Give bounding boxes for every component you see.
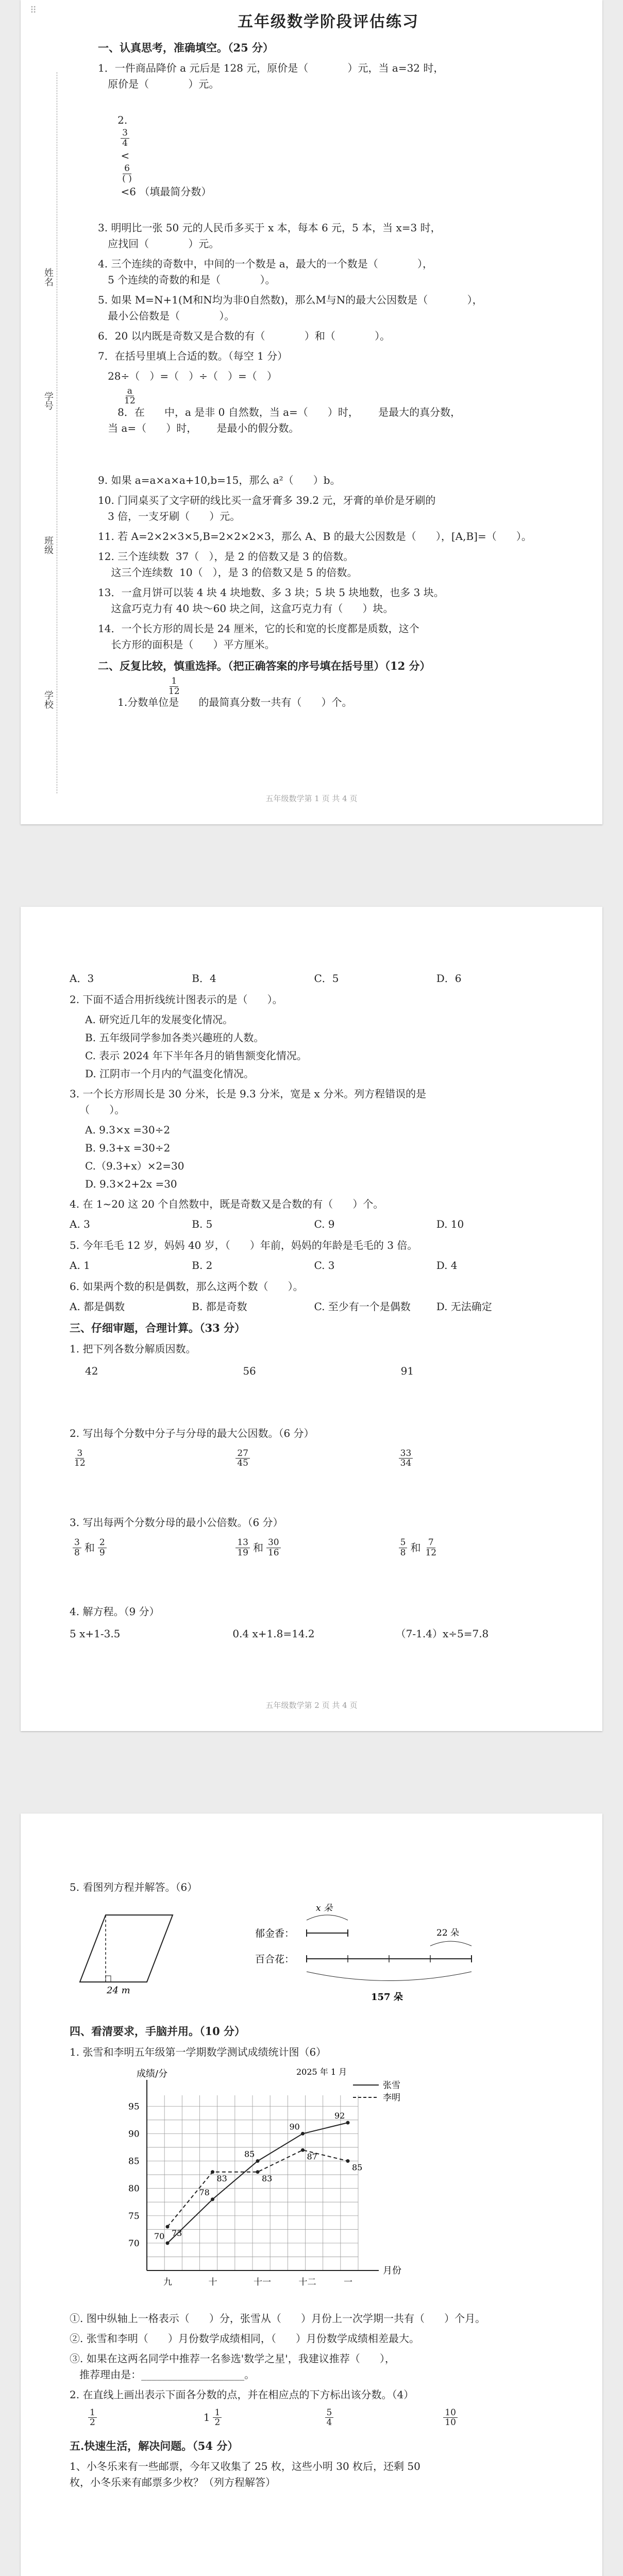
question-1-5: 5. 如果 M=N+1(M和N均为非0自然数)，那么M与N的最大公因数是（ ）， 最小公倍数是（ ）。 bbox=[98, 293, 483, 322]
and-word: 和 bbox=[252, 1541, 263, 1554]
numerator: 7 bbox=[427, 1538, 435, 1548]
numerator: 3 bbox=[73, 1538, 81, 1548]
numerator: 5 bbox=[325, 2408, 334, 2418]
question-4-1-3: ③. 如果在这两名同学中推荐一名参选'数学之星'，我建议推荐（ ）， 推荐理由是：____________________。 bbox=[70, 2352, 395, 2381]
question-2-6: 6. 如果两个数的积是偶数，那么这两个数（ ）。 bbox=[70, 1280, 304, 1293]
data-label: 85 bbox=[352, 2162, 363, 2173]
option: D. 无法确定 bbox=[436, 1300, 492, 1313]
fraction bbox=[325, 2408, 334, 2428]
base-label: 24 m bbox=[107, 1985, 130, 1996]
question-1-11: 11. 若 A=2×2×3×5,B=2×2×2×3，那么 A、B 的最大公因数是（ ），[A,B]=（ ）。 bbox=[98, 530, 532, 543]
y-axis-label: 成绩/分 bbox=[137, 2068, 168, 2079]
calc-4: 4. 解方程。（9 分） bbox=[70, 1605, 160, 1618]
data-label: 73 bbox=[172, 2228, 182, 2238]
right-angle-mark bbox=[106, 1976, 111, 1982]
data-point bbox=[256, 2159, 260, 2163]
option: B. 9.3+x =30÷2 bbox=[85, 1142, 171, 1154]
calc-1-numbers bbox=[85, 1363, 559, 1379]
fraction bbox=[235, 1538, 250, 1557]
question-4-2: 2. 在直线上画出表示下面各分数的点，并在相应点的下方标出该分数。（4） bbox=[70, 2388, 414, 2401]
page-2 bbox=[21, 907, 602, 1731]
page-3-content bbox=[70, 1875, 559, 2495]
option: C. 9 bbox=[314, 1218, 335, 1230]
denominator: 19 bbox=[237, 1547, 248, 1558]
question-1-12: 12. 三个连续数 37（ ），是 2 的倍数又是 3 的倍数。 这三个连续数 10（ ），是 3 的倍数又是 5 的倍数。 bbox=[98, 550, 358, 579]
question-2-5-options bbox=[70, 1258, 559, 1274]
question-1-14: 14．一个长方形的周长是 24 厘米，它的长和宽的长度都是质数，这个 长方形的面积是（ ）平方厘米。 bbox=[98, 622, 419, 651]
denominator: 9 bbox=[99, 1547, 105, 1558]
section-3-heading: 三、仔细审题，合理计算。（33 分） bbox=[70, 1321, 246, 1334]
question-1-2: 2. $\frac{3}{4}$ < $\frac{6}{( )}$ <6 （填最简分数） bbox=[117, 114, 212, 198]
fraction bbox=[424, 1538, 438, 1557]
x-tick-label: 一 bbox=[344, 2277, 352, 2287]
section-2-heading: 二、反复比较，慎重选择。（把正确答案的序号填在括号里）（12 分） bbox=[98, 659, 431, 672]
fraction: $\frac{1}{12}$ bbox=[169, 676, 180, 697]
question-2-6-options bbox=[70, 1299, 559, 1315]
option: A. 3 bbox=[70, 1218, 90, 1230]
y-tick-label: 80 bbox=[128, 2183, 140, 2194]
x-tick-label: 十一 bbox=[254, 2277, 271, 2287]
option: C.（9.3+x）×2=30 bbox=[85, 1160, 184, 1172]
equation-figures bbox=[70, 1900, 559, 2018]
parallelogram-shape bbox=[80, 1915, 173, 1982]
x-brace bbox=[307, 1915, 348, 1920]
question-2-4: 4. 在 1~20 这 20 个自然数中，既是奇数又是合数的有（ ）个。 bbox=[70, 1198, 384, 1210]
calc-2-fractions bbox=[70, 1449, 559, 1468]
tulip-label: 郁金香： bbox=[255, 1928, 295, 1939]
fraction bbox=[73, 1449, 87, 1468]
question-1-7-blanks: 28÷（ ）=（ ）÷（ ）=（ ） bbox=[98, 369, 277, 382]
option: C．5 bbox=[314, 972, 339, 985]
option: D. 江阴市一个月内的气温变化情况。 bbox=[85, 1067, 255, 1080]
x-tick-label: 十 bbox=[208, 2277, 217, 2287]
option: D. 9.3×2+2x =30 bbox=[85, 1178, 177, 1190]
x-tick-label: 九 bbox=[163, 2277, 172, 2287]
page-footer: 五年级数学第 2 页 共 4 页 bbox=[265, 1701, 358, 1710]
legend-label-zhangxue: 张雪 bbox=[383, 2080, 400, 2091]
denominator: 45 bbox=[237, 1458, 248, 1469]
equation: 5 x+1-3.5 bbox=[70, 1628, 121, 1640]
section-1-heading: 一、认真思考，准确填空。（25 分） bbox=[98, 41, 274, 54]
data-label: 83 bbox=[216, 2173, 227, 2183]
option: C. 3 bbox=[314, 1259, 335, 1272]
n22-brace bbox=[430, 1941, 472, 1946]
question-3-5: 5. 看图列方程并解答。（6） bbox=[70, 1881, 198, 1893]
denominator: 16 bbox=[267, 1547, 279, 1558]
denominator: 2 bbox=[90, 2417, 95, 2428]
question-2-4-options bbox=[70, 1216, 559, 1232]
denominator: 2 bbox=[214, 2417, 221, 2428]
total-brace bbox=[307, 1972, 472, 1981]
question-2-2-options bbox=[70, 1012, 559, 1082]
denominator: 8 bbox=[74, 1547, 80, 1558]
denominator: 12 bbox=[425, 1547, 437, 1558]
data-point bbox=[166, 2225, 170, 2228]
fraction: $\frac{6}{( )}$ bbox=[122, 163, 132, 184]
numerator: 13 bbox=[235, 1538, 250, 1548]
option: D. 10 bbox=[436, 1218, 464, 1230]
y-tick-label: 85 bbox=[128, 2156, 140, 2167]
and-word: 和 bbox=[84, 1541, 95, 1554]
question-1-4: 4. 三个连续的奇数中，中间的一个数是 a，最大的一个数是（ ）， 5 个连续的奇数的和是（ ）。 bbox=[98, 257, 433, 286]
option: C. 至少有一个是偶数 bbox=[314, 1300, 411, 1313]
data-label: 83 bbox=[262, 2173, 273, 2183]
data-point bbox=[301, 2148, 305, 2151]
n22-label: 22 朵 bbox=[436, 1928, 460, 1938]
data-point bbox=[346, 2121, 350, 2124]
option: A. 1 bbox=[70, 1259, 90, 1272]
data-label: 87 bbox=[307, 2151, 317, 2161]
fraction bbox=[266, 1538, 281, 1557]
denominator: 34 bbox=[400, 1458, 412, 1469]
total-label: 157 朵 bbox=[371, 1992, 403, 2003]
page-1-content bbox=[98, 10, 559, 747]
question-2-1-options bbox=[70, 971, 559, 987]
calc-3: 3. 写出每两个分数分母的最小公倍数。（6 分） bbox=[70, 1516, 283, 1529]
score-line-chart bbox=[90, 2064, 461, 2301]
equation: （7-1.4）x÷5=7.8 bbox=[395, 1628, 489, 1640]
page-2-content bbox=[70, 969, 559, 1648]
option: A. 9.3×x =30÷2 bbox=[85, 1124, 171, 1136]
option: D．6 bbox=[436, 972, 462, 985]
data-point bbox=[211, 2170, 214, 2174]
numerator: 1 bbox=[88, 2408, 97, 2418]
fraction bbox=[399, 1538, 408, 1557]
calc-4-equations bbox=[70, 1626, 559, 1642]
legend-label-liming: 李明 bbox=[383, 2092, 400, 2103]
fraction bbox=[213, 2408, 222, 2428]
numerator: 27 bbox=[235, 1449, 250, 1459]
question-2-3-options bbox=[70, 1122, 559, 1192]
option: A．3 bbox=[70, 972, 94, 985]
y-tick-label: 90 bbox=[128, 2128, 140, 2139]
fraction bbox=[235, 1449, 250, 1468]
question-1-9: 9. 如果 a=a×a×a+10,b=15，那么 a²（ ）b。 bbox=[98, 473, 341, 486]
lily-label: 百合花： bbox=[255, 1954, 295, 1965]
data-label: 70 bbox=[154, 2231, 165, 2241]
data-point bbox=[301, 2131, 305, 2135]
section-5-heading: 五.快速生活，解决问题。（54 分） bbox=[70, 2439, 239, 2452]
question-1-7: 7．在括号里填上合适的数。（每空 1 分） bbox=[98, 349, 288, 362]
question-4-1-1: ①. 图中纵轴上一格表示（ ）分，张雪从（ ）月份上一次学期一共有（ ）个月。 bbox=[70, 2312, 486, 2325]
word-problem-1: 1、小冬乐来有一些邮票，今年又收集了 25 枚，这些小明 30 枚后，还剩 50 枚，小冬乐来有邮票多少枚？（列方程解答） bbox=[70, 2460, 420, 2489]
whole-part: 1 bbox=[203, 2411, 210, 2424]
number-to-factor: 56 bbox=[243, 1364, 256, 1377]
data-point bbox=[166, 2241, 170, 2245]
fraction bbox=[98, 1538, 107, 1557]
numerator: 33 bbox=[399, 1449, 413, 1459]
question-1-3: 3. 明明比一张 50 元的人民币多买于 x 本，每本 6 元，5 本，当 x=3 时， 应找回（ ）元。 bbox=[98, 221, 441, 250]
page-3 bbox=[21, 1814, 602, 2576]
binding-school-label: 学校 bbox=[43, 690, 54, 709]
calc-3-fraction-pairs bbox=[70, 1538, 559, 1557]
data-label: 90 bbox=[289, 2121, 300, 2131]
question-2-5: 5. 今年毛毛 12 岁，妈妈 40 岁，（ ）年前，妈妈的年龄是毛毛的 3 倍。 bbox=[70, 1239, 418, 1251]
binding-strip bbox=[21, 0, 82, 824]
x-axis-label: 月份 bbox=[383, 2265, 401, 2276]
question-2-3: 3. 一个长方形周长是 30 分米，长是 9.3 分米，宽是 x 分米。列方程错误的是 （ ）。 bbox=[70, 1088, 427, 1116]
x-label: x 朵 bbox=[316, 1903, 332, 1913]
numerator: 2 bbox=[98, 1538, 107, 1548]
option: A. 都是偶数 bbox=[70, 1300, 125, 1313]
calc-2: 2. 写出每个分数中分子与分母的最大公因数。（6 分） bbox=[70, 1427, 314, 1439]
and-word: 和 bbox=[410, 1541, 421, 1554]
option: B. 五年级同学参加各类兴趣班的人数。 bbox=[85, 1031, 264, 1044]
denominator: 8 bbox=[400, 1547, 406, 1558]
option: C. 表示 2024 年下半年各月的销售额变化情况。 bbox=[85, 1049, 307, 1062]
option: B. 5 bbox=[192, 1218, 213, 1230]
option: B．4 bbox=[192, 972, 216, 985]
option: A. 研究近几年的发展变化情况。 bbox=[85, 1013, 233, 1026]
denominator: 4 bbox=[326, 2417, 332, 2428]
parallelogram-figure bbox=[75, 1905, 178, 1997]
page-1 bbox=[21, 0, 602, 824]
option: B. 都是奇数 bbox=[192, 1300, 247, 1313]
question-2-2: 2. 下面不适合用折线统计图表示的是（ ）。 bbox=[70, 993, 283, 1006]
y-tick-label: 70 bbox=[128, 2238, 140, 2249]
denominator: 10 bbox=[445, 2417, 456, 2428]
chart-area bbox=[70, 2064, 559, 2307]
fraction bbox=[443, 2408, 458, 2428]
denominator: 12 bbox=[74, 1458, 86, 1469]
numerator: 5 bbox=[399, 1538, 408, 1548]
y-tick-label: 95 bbox=[128, 2101, 140, 2112]
fraction bbox=[73, 1538, 81, 1557]
page-footer: 五年级数学第 1 页 共 4 页 bbox=[265, 794, 358, 803]
series-line-zhangxue bbox=[167, 2123, 348, 2243]
numerator: 1 bbox=[213, 2408, 222, 2418]
segment-diagram bbox=[255, 1900, 523, 2013]
question-1-13: 13．一盒月饼可以装 4 块 4 块地数、多 3 块；5 块 5 块地数，也多 3 块。 这盒巧克力有 40 块～60 块之间，这盒巧克力有（ ）块。 bbox=[98, 586, 444, 615]
y-tick-label: 75 bbox=[128, 2211, 140, 2222]
question-1-6: 6．20 以内既是奇数又是合数的有（ ）和（ ）。 bbox=[98, 329, 391, 342]
numerator: 10 bbox=[443, 2408, 458, 2418]
section-4-heading: 四、看清要求，手脑并用。（10 分） bbox=[70, 2025, 246, 2038]
binding-class-label: 班级 bbox=[43, 536, 54, 554]
binding-name-label: 姓名 bbox=[43, 268, 54, 286]
numerator: 30 bbox=[266, 1538, 281, 1548]
chart-date: 2025 年 1 月 bbox=[296, 2066, 347, 2077]
data-label: 92 bbox=[334, 2110, 345, 2121]
data-point bbox=[211, 2197, 214, 2201]
number-to-factor: 42 bbox=[85, 1364, 98, 1377]
question-4-1-2: ②. 张雪和李明（ ）月份数学成绩相同，（ ）月份数学成绩相差最大。 bbox=[70, 2332, 420, 2345]
question-1-10: 10. 门同桌买了文字研的线比买一盒牙膏多 39.2 元，牙膏的单价是牙刷的 3 倍，一支牙刷（ ）元。 bbox=[98, 494, 436, 522]
question-1-1: 1．一件商品降价 a 元后是 128 元，原价是（ ）元，当 a=32 时， 原价是（ ）元。 bbox=[98, 62, 444, 91]
binding-number-label: 学号 bbox=[43, 392, 54, 410]
numerator: 3 bbox=[75, 1449, 84, 1459]
data-label: 78 bbox=[199, 2187, 210, 2197]
question-2-1: 1.分数单位是 的最简真分数一共有（ ）个。 $\frac{1}{12}$ bbox=[117, 676, 352, 709]
calc-1: 1. 把下列各数分解质因数。 bbox=[70, 1342, 196, 1355]
page-marker: ⠿ bbox=[30, 5, 37, 16]
fraction bbox=[399, 1449, 413, 1468]
data-point bbox=[346, 2159, 350, 2163]
fractions-to-place bbox=[85, 2408, 559, 2428]
option: D. 4 bbox=[436, 1259, 458, 1272]
equation: 0.4 x+1.8=14.2 bbox=[232, 1628, 315, 1640]
question-4-1: 1. 张雪和李明五年级第一学期数学测试成绩统计图（6） bbox=[70, 2045, 327, 2058]
document-title: 五年级数学阶段评估练习 bbox=[238, 13, 419, 31]
data-point bbox=[256, 2170, 260, 2174]
fraction: $\frac{3}{4}$ bbox=[121, 128, 129, 148]
data-label: 85 bbox=[244, 2149, 255, 2159]
option: B. 2 bbox=[192, 1259, 213, 1272]
x-tick-label: 十二 bbox=[298, 2277, 316, 2287]
fraction bbox=[88, 2408, 97, 2428]
question-1-8: 8．在 中，a 是非 0 自然数，当 a=（ ）时， 是最大的真分数， 当 a=（ ）时， 是最小的假分数。 $\frac{a}{12}$ bbox=[108, 385, 461, 434]
fraction: $\frac{a}{12}$ bbox=[124, 385, 136, 406]
number-to-factor: 91 bbox=[400, 1364, 414, 1377]
